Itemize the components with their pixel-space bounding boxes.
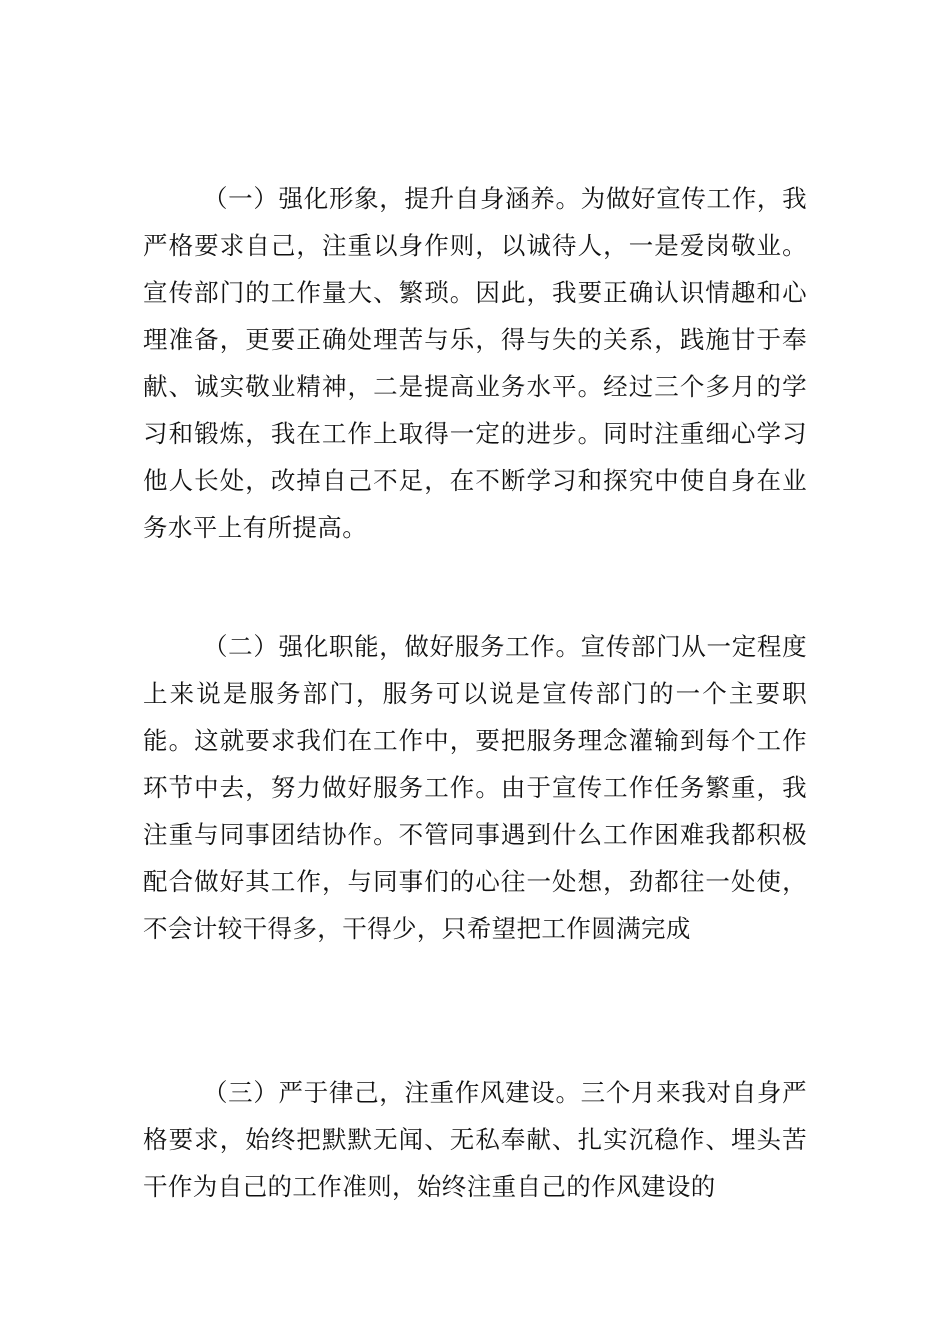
paragraph-strengthen-function: （二）强化职能，做好服务工作。宣传部门从一定程度上来说是服务部门，服务可以说是宣传部门的一个主要职能。这就要求我们在工作中，要把服务理念灌输到每个工作环节中去，努力做好服务工作。由于宣传工作任务繁重，我注重与同事团结协作。不管同事遇到什么工作困难我都积极配合做好其工作，与同事们的心往一处想，劲都往一处使，不会计较干得多，干得少，只希望把工作圆满完成 <box>143 632 807 943</box>
paragraph-self-discipline: （三）严于律己，注重作风建设。三个月来我对自身严格要求，始终把默默无闻、无私奉献、扎实沉稳作、埋头苦干作为自己的工作准则，始终注重自己的作风建设的 <box>143 1078 807 1201</box>
paragraph-strengthen-image: （一）强化形象，提升自身涵养。为做好宣传工作，我严格要求自己，注重以身作则，以诚待人，一是爱岗敬业。宣传部门的工作量大、繁琐。因此，我要正确认识情趣和心理准备，更要正确处理苦与乐，得与失的关系，践施甘于奉献、诚实敬业精神，二是提高业务水平。经过三个多月的学习和锻炼，我在工作上取得一定的进步。同时注重细心学习他人长处，改掉自己不足，在不断学习和探究中使自身在业务水平上有所提高。 <box>143 184 807 542</box>
